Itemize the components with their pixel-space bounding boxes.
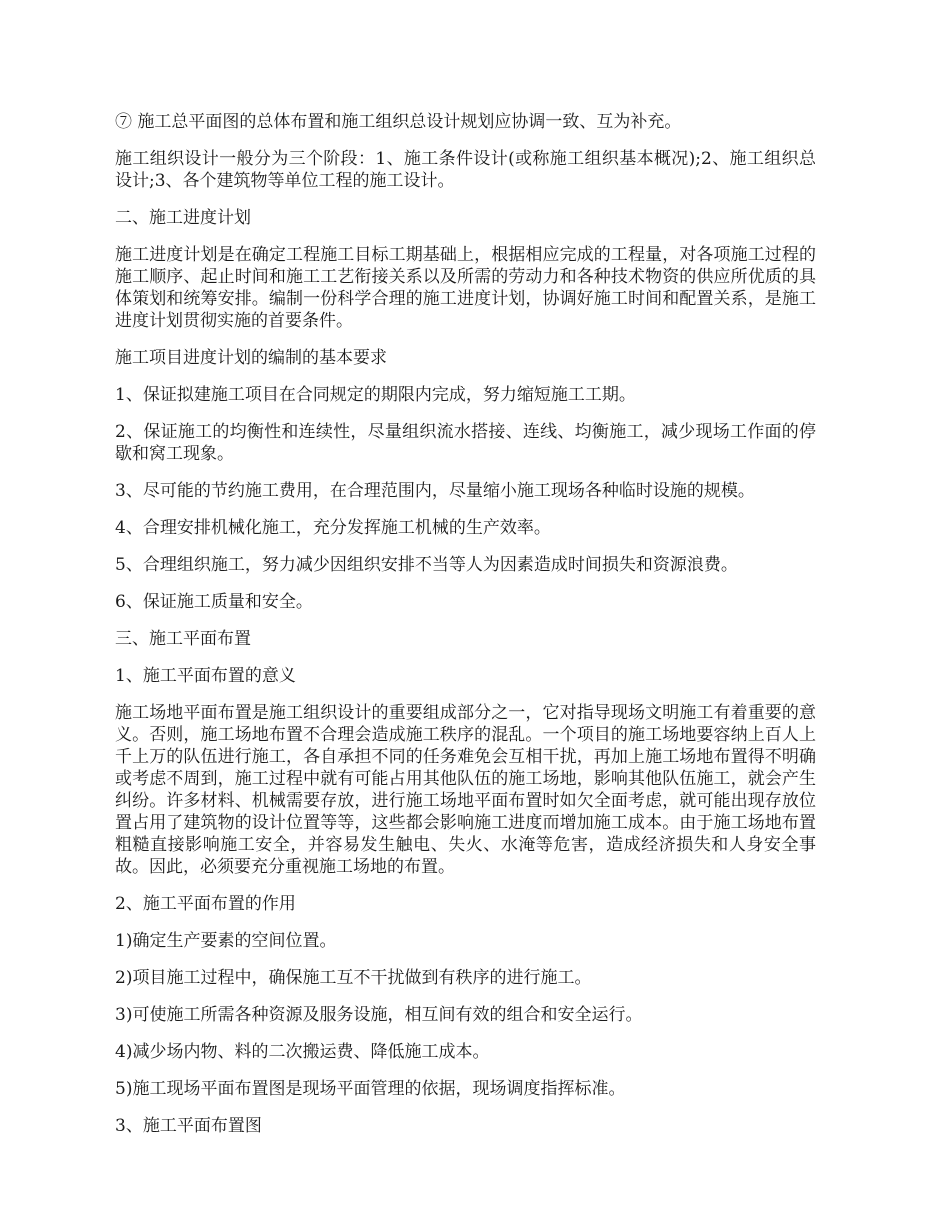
subheading-layout-function: 2、施工平面布置的作用 [115,894,296,914]
heading-site-layout: 三、施工平面布置 [115,629,251,649]
paragraph-layout-significance: 施工场地平面布置是施工组织设计的重要组成部分之一，它对指导现场文明施工有着重要的意义。否则，施工场地布置不合理会造成施工秩序的混乱。一个项目的施工场地要容纳上百人上千上万的队伍进行施工，各自承担不同的任务难免会互相干扰，再加上施工场地布置得不明确或考虑不周到，施工过程中就有可能占用其他队伍的施工场地，影响其他队伍施工，就会产生纠纷。许多材料、机械需要存放，进行施工场地平面布置时如欠全面考虑，就可能出现存放位置占用了建筑物的设计位置等等，这些都会影响施工进度而增加施工成本。由于施工场地布置粗糙直接影响施工安全，并容易发生触电、失火、水淹等危害，造成经济损失和人身安全事故。因此，必须要充分重视施工场地的布置。 [115,703,816,877]
list-item-function-3: 3)可使施工所需各种资源及服务设施，相互间有效的组合和安全运行。 [115,1005,643,1025]
paragraph-circled-seven: ⑦ 施工总平面图的总体布置和施工组织总设计规划应协调一致、互为补充。 [115,112,682,132]
list-item-requirement-2: 2、保证施工的均衡性和连续性，尽量组织流水搭接、连线、均衡施工，减少现场工作面的停歇和窝工现象。 [115,422,816,464]
subheading-layout-drawing: 3、施工平面布置图 [115,1116,262,1136]
list-item-requirement-3: 3、尽可能的节约施工费用，在合理范围内，尽量缩小施工现场各种临时设施的规模。 [115,481,755,501]
heading-schedule-requirements: 施工项目进度计划的编制的基本要求 [115,348,387,368]
paragraph-schedule-intro: 施工进度计划是在确定工程施工目标工期基础上，根据相应完成的工程量，对各项施工过程的施工顺序、起止时间和施工工艺衔接关系以及所需的劳动力和各种技术物资的供应所优质的具体策划和统筹安排。编制一份科学合理的施工进度计划，协调好施工时间和配置关系，是施工进度计划贯彻实施的首要条件。 [115,245,816,331]
list-item-function-2: 2)项目施工过程中，确保施工互不干扰做到有秩序的进行施工。 [115,968,592,988]
heading-schedule-plan: 二、施工进度计划 [115,208,251,228]
list-item-function-4: 4)减少场内物、料的二次搬运费、降低施工成本。 [115,1042,490,1062]
subheading-layout-significance: 1、施工平面布置的意义 [115,666,296,686]
list-item-requirement-1: 1、保证拟建施工项目在合同规定的期限内完成，努力缩短施工工期。 [115,385,636,405]
list-item-requirement-5: 5、合理组织施工，努力减少因组织安排不当等人为因素造成时间损失和资源浪费。 [115,555,738,575]
list-item-requirement-6: 6、保证施工质量和安全。 [115,592,313,612]
list-item-function-5: 5)施工现场平面布置图是现场平面管理的依据，现场调度指挥标准。 [115,1079,626,1099]
paragraph-design-stages: 施工组织设计一般分为三个阶段：1、施工条件设计(或称施工组织基本概况);2、施工组织总设计;3、各个建筑物等单位工程的施工设计。 [115,149,816,191]
list-item-function-1: 1)确定生产要素的空间位置。 [115,931,337,951]
list-item-requirement-4: 4、合理安排机械化施工，充分发挥施工机械的生产效率。 [115,518,551,538]
